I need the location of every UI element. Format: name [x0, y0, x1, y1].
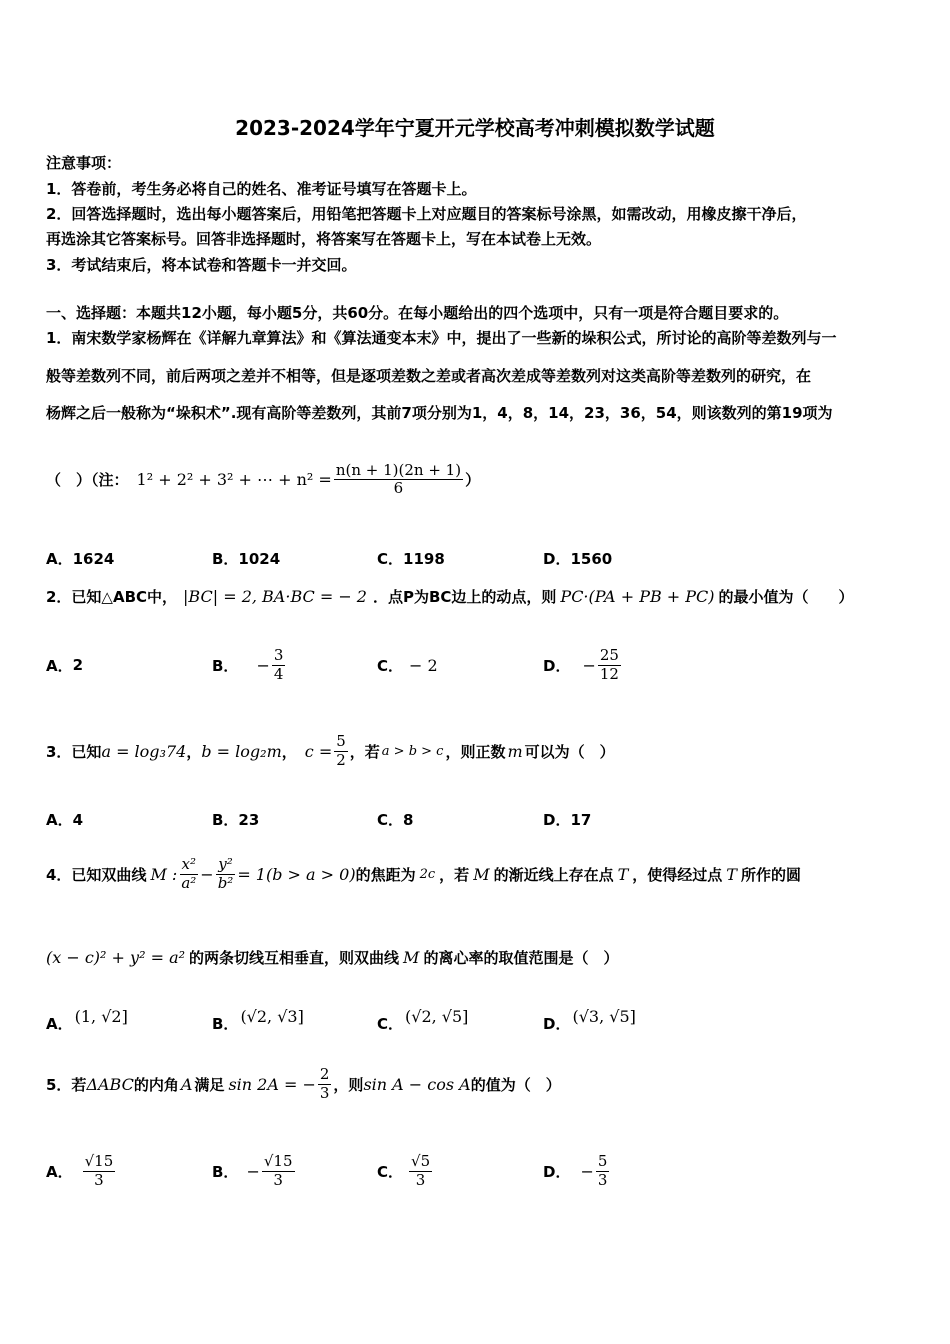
q5-option-d	[543, 1146, 611, 1196]
q3-option-a: A．4	[46, 811, 84, 829]
q5-mid-3: ，则	[333, 1075, 364, 1094]
q1-option-b: B．1024	[212, 550, 281, 568]
q5-option-d-label: D．	[543, 1162, 571, 1181]
q4-x-num: x²	[181, 855, 197, 874]
q3-option-b: B．23	[212, 811, 260, 829]
q4-line2-b: 的离心率的取值范围是（ ）	[423, 948, 619, 967]
q1-note	[46, 462, 480, 498]
q5-A: A	[180, 1074, 193, 1094]
q2-option-d-sign: −	[582, 655, 596, 675]
q4-y-num: y²	[218, 855, 233, 874]
q5-num: 2	[319, 1065, 330, 1084]
q4-equation-rhs: = 1(b > a > 0)	[237, 864, 356, 884]
q5-option-a-label: A．	[46, 1162, 73, 1181]
q2-option-d-num: 25	[599, 646, 619, 665]
q3-mid: ，若	[349, 742, 380, 761]
q2-option-b-den: 4	[273, 664, 284, 683]
q2-condition: |BC| = 2, BA·BC = − 2	[183, 587, 367, 606]
q2-option-a-label: A．	[46, 656, 73, 675]
q2-option-d-label: D．	[543, 656, 571, 675]
q3-prefix: 3．已知	[46, 742, 102, 761]
q4-minus: −	[200, 864, 214, 884]
q5-option-b-label: B．	[212, 1162, 239, 1181]
q4-T-2: T	[726, 864, 737, 884]
q4-mid-4: ，使得经过点	[632, 865, 723, 884]
q2-expression: PC·(PA + PB + PC)	[560, 587, 715, 606]
q2-option-b	[212, 642, 287, 688]
q5-option-b-den: 3	[273, 1170, 283, 1189]
q4-circle: (x − c)² + y² = a²	[46, 947, 186, 967]
q5-expression: sin A − cos A	[363, 1074, 471, 1094]
q1-line-3: 杨辉之后一般称为“垛积术”.现有高阶等差数列，其前7项分别为1，4，8，14，23，36，54，则该数列的第19项为	[46, 404, 833, 422]
q4-option-d-value: (√3, √5]	[572, 1007, 636, 1026]
q4-prefix: 4．已知双曲线	[46, 865, 147, 884]
q1-note-prefix: （ ）（注：	[46, 471, 129, 490]
q2-suffix: 的最小值为（ ）	[718, 588, 854, 606]
q5-option-c-label: C．	[377, 1162, 404, 1181]
q4-option-b	[212, 1004, 304, 1034]
q5-den: 3	[319, 1083, 330, 1102]
q2-option-d-fraction	[598, 647, 621, 683]
q5-option-d-num: 5	[597, 1152, 608, 1171]
q3-comma-2: ，	[281, 742, 297, 761]
q2-option-a	[46, 642, 83, 688]
q5-option-a	[46, 1146, 117, 1196]
q3-option-c: C．8	[377, 811, 414, 829]
q4-stem-line-2	[46, 942, 618, 972]
q1-option-c: C．1198	[377, 550, 445, 568]
q5-option-a-num: √15	[84, 1152, 114, 1171]
q5-option-c-num: √5	[411, 1152, 431, 1171]
notes-heading: 注意事项：	[46, 154, 122, 172]
q5-option-b-num: √15	[263, 1152, 293, 1171]
q5-suffix: 的值为（ ）	[470, 1075, 561, 1094]
q5-option-b-sign: −	[246, 1161, 260, 1181]
q2-mid: ．点P为BC边上的动点，则	[372, 588, 557, 606]
q5-option-d-fraction	[596, 1153, 610, 1189]
q5-option-a-den: 3	[94, 1170, 104, 1189]
q4-x-den: a²	[181, 873, 197, 892]
q5-prefix: 5．若	[46, 1075, 87, 1094]
q4-option-c	[377, 1004, 468, 1034]
q4-x-fraction	[179, 856, 198, 892]
q4-M: M :	[150, 864, 178, 884]
q2-option-d-den: 12	[599, 664, 619, 683]
q3-c-num: 5	[336, 732, 346, 751]
q5-option-c-den: 3	[415, 1170, 426, 1189]
q5-option-b	[212, 1146, 297, 1196]
q4-option-b-value: (√2, √3]	[240, 1007, 304, 1026]
q1-note-fraction	[334, 462, 463, 498]
q3-suffix: 可以为（ ）	[524, 742, 615, 761]
q1-note-den: 6	[393, 479, 404, 498]
q1-option-a: A．1624	[46, 550, 115, 568]
note-2b: 再选涂其它答案标号。回答非选择题时，将答案写在答题卡上，写在本试卷上无效。	[46, 230, 602, 248]
q4-mid-2: ，若	[439, 865, 470, 884]
q1-note-lhs: 1² + 2² + 3² + ⋯ + n² =	[136, 470, 332, 490]
q5-mid-2: 满足	[194, 1075, 225, 1094]
q1-option-d: D．1560	[543, 550, 613, 568]
q4-line2-a: 的两条切线互相垂直，则双曲线	[189, 948, 400, 967]
q5-option-a-fraction	[83, 1153, 116, 1189]
q4-stem-line-1	[46, 846, 801, 902]
q2-option-b-label: B．	[212, 656, 239, 675]
q3-b: b = log₂m	[201, 741, 282, 761]
q3-a: a = log₃74	[101, 741, 187, 761]
q3-m: m	[507, 741, 523, 761]
q2-stem	[46, 586, 854, 607]
q4-option-b-label: B．	[212, 1015, 239, 1033]
q3-comma-1: ，	[186, 742, 202, 761]
q4-M-3: M	[403, 947, 420, 967]
q5-lhs: sin 2A = −	[228, 1074, 316, 1094]
q4-y-fraction	[216, 856, 236, 892]
q5-fraction	[318, 1066, 332, 1102]
q2-option-d	[543, 642, 623, 688]
note-2a: 2．回答选择题时，选出每小题答案后，用铅笔把答题卡上对应题目的答案标号涂黑，如需改动，用橡皮擦干净后，	[46, 205, 807, 223]
q2-option-b-sign: −	[256, 655, 270, 675]
q5-option-c-fraction	[409, 1153, 432, 1189]
q2-option-b-num: 3	[273, 646, 284, 665]
q2-option-c	[377, 642, 438, 688]
q4-option-a-label: A．	[46, 1015, 73, 1033]
q3-stem	[46, 726, 615, 776]
q3-inequality: a > b > c	[381, 743, 444, 759]
q2-option-c-label: C．	[377, 656, 404, 675]
q1-line-2: 般等差数列不同，前后两项之差并不相等，但是逐项差数之差或者高次差成等差数列对这类高阶等差数列的研究，在	[46, 367, 812, 385]
q3-mid-2: ，则正数	[445, 742, 506, 761]
q2-option-a-value: 2	[72, 656, 84, 674]
q3-c-lhs: c =	[304, 741, 333, 761]
q4-suffix: 所作的圆	[740, 865, 801, 884]
note-1: 1．答卷前，考生务必将自己的姓名、准考证号填写在答题卡上。	[46, 180, 477, 198]
section-heading: 一、选择题：本题共12小题，每小题5分，共60分。在每小题给出的四个选项中，只有一项是符合题目要求的。	[46, 304, 789, 322]
q3-c-den: 2	[336, 750, 346, 769]
q4-option-a-value: (1, √2]	[74, 1007, 128, 1026]
q5-option-d-sign: −	[580, 1161, 594, 1181]
q4-option-d	[543, 1004, 636, 1034]
q4-2c: 2c	[419, 866, 436, 882]
q4-option-d-label: D．	[543, 1015, 571, 1033]
q3-c-fraction	[334, 733, 348, 769]
q4-T: T	[617, 864, 629, 884]
q2-option-c-value: − 2	[409, 655, 438, 675]
q5-mid-1: 的内角	[133, 1075, 179, 1094]
q5-option-d-den: 3	[597, 1170, 608, 1189]
q4-mid-1: 的焦距为	[355, 865, 416, 884]
q4-y-den: b²	[217, 873, 234, 892]
q5-stem	[46, 1058, 561, 1110]
q1-line-1: 1．南宋数学家杨辉在《详解九章算法》和《算法通变本末》中，提出了一些新的垛积公式，所讨论的高阶等差数列与一	[46, 329, 837, 347]
q1-note-num: n(n + 1)(2n + 1)	[335, 461, 462, 479]
note-3: 3．考试结束后，将本试卷和答题卡一并交回。	[46, 256, 357, 274]
q3-option-d: D．17	[543, 811, 592, 829]
q4-M-2: M	[473, 864, 490, 884]
q4-option-a	[46, 1004, 128, 1034]
q5-option-c	[377, 1146, 434, 1196]
page-title: 2023-2024学年宁夏开元学校高考冲刺模拟数学试题	[235, 116, 715, 140]
q1-note-suffix: ）	[465, 471, 481, 490]
q4-option-c-value: (√2, √5]	[405, 1007, 469, 1026]
q4-option-c-label: C．	[377, 1015, 404, 1033]
q2-option-b-fraction	[272, 647, 286, 683]
q5-triangle: ΔABC	[86, 1074, 134, 1094]
q2-prefix: 2．已知△ABC中，	[46, 588, 178, 606]
q5-option-b-fraction	[262, 1153, 295, 1189]
q4-mid-3: 的渐近线上存在点	[493, 865, 614, 884]
